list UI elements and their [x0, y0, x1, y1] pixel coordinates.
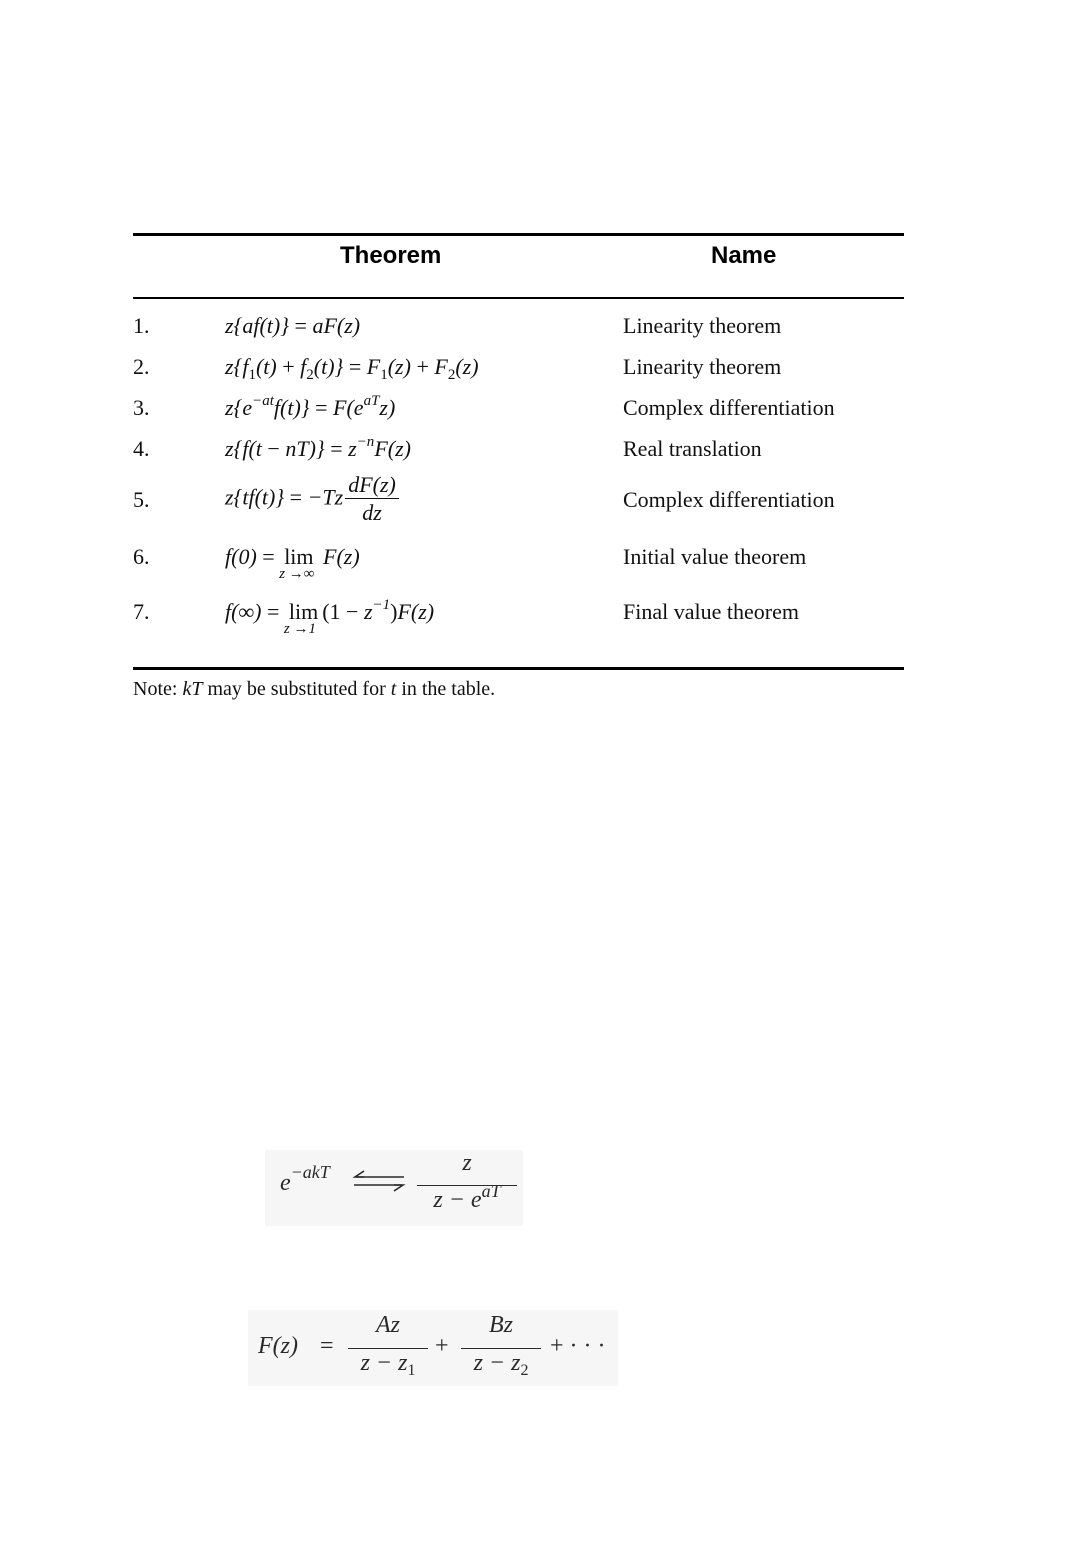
theorem-name: Linearity theorem: [623, 313, 782, 338]
row-number: 2.: [133, 354, 150, 379]
theorem-name: Final value theorem: [623, 599, 799, 624]
header-theorem: Theorem: [340, 242, 442, 269]
row-number: 5.: [133, 487, 150, 512]
row-number: 6.: [133, 544, 150, 569]
theorem-name: Real translation: [623, 436, 762, 461]
row-number: 4.: [133, 436, 150, 461]
table-bottom-rule: [133, 667, 904, 670]
theorem-name: Complex differentiation: [623, 487, 835, 512]
header-name: Name: [711, 242, 777, 269]
theorem-formula: f(0) = lim z →∞ F(z): [225, 544, 360, 582]
equation-transform-pair: $e^{-akT}$ z $z - e^{aT}$: [280, 1150, 520, 1226]
equation-partial-fraction: F(z) = Az $z - z_1$ + Bz $z - z_2$ + · · ·: [258, 1312, 606, 1379]
theorem-formula: f(∞) = lim z →1 $(1 - z^{-1})F(z)$: [225, 597, 435, 637]
row-number: 1.: [133, 313, 150, 338]
theorem-name: Linearity theorem: [623, 354, 782, 379]
theorem-name: Initial value theorem: [623, 544, 807, 569]
theorem-formula: z{af(t)} = aF(z): [225, 313, 361, 338]
table-top-rule: [133, 233, 904, 236]
theorem-formula: z{tf(t)} = −Tz $\frac{dF(z)}{dz}$: [225, 472, 399, 527]
double-arrow-icon: [352, 1170, 406, 1192]
theorem-formula: $z\{f_1(t) + f_2(t)\} = F_1(z) + F_2(z)$: [225, 354, 479, 383]
table-header-rule: [133, 297, 904, 299]
table-note: Note: kT may be substituted for t in the table.: [133, 678, 496, 700]
theorem-name: Complex differentiation: [623, 395, 835, 420]
theorem-formula: $z\{e^{-at}f(t)\} = F(e^{aT}z)$: [225, 393, 396, 420]
row-number: 3.: [133, 395, 150, 420]
row-number: 7.: [133, 599, 150, 624]
theorem-formula: $z\{f(t - nT)\} = z^{-n}F(z)$: [225, 434, 411, 461]
